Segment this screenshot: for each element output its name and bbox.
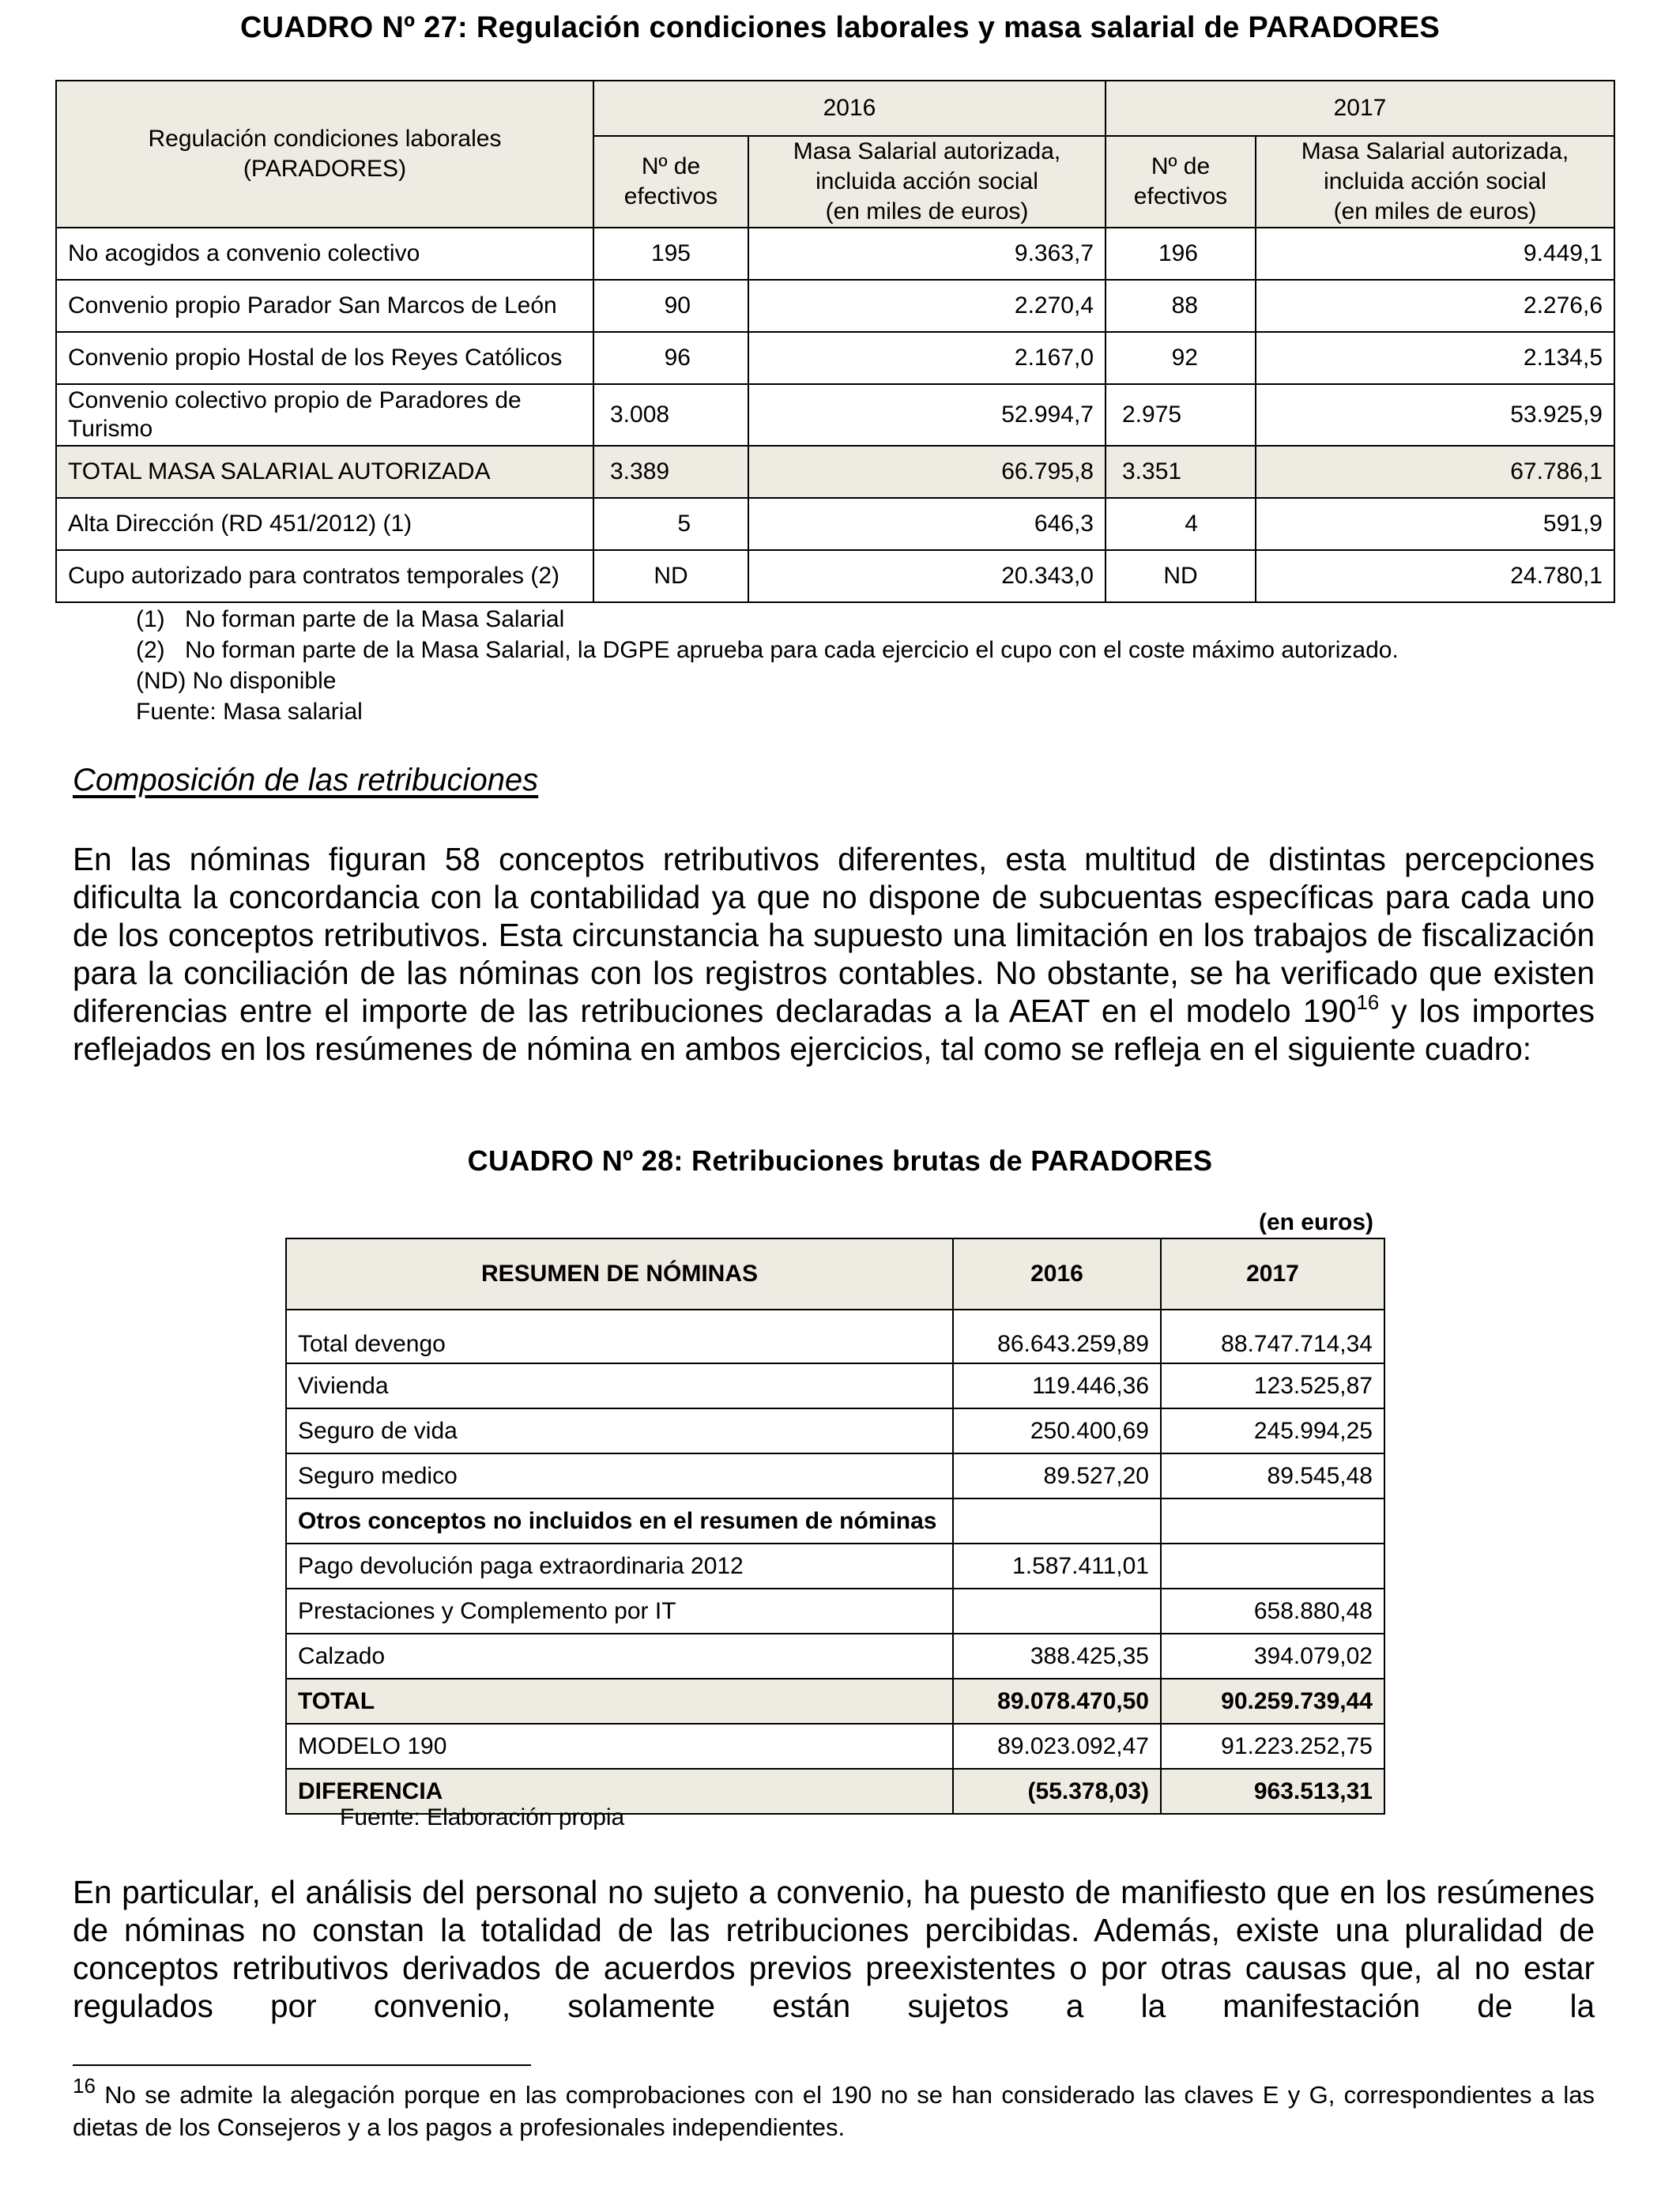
row-label: TOTAL MASA SALARIAL AUTORIZADA [56, 446, 593, 498]
header-2017: 2017 [1161, 1238, 1384, 1310]
table-row [56, 550, 1614, 602]
table-row [286, 1453, 1384, 1498]
value-2016: 86.643.259,89 [953, 1310, 1161, 1363]
footnote-ref: 16 [1356, 990, 1380, 1014]
value-2017: 394.079,02 [1161, 1634, 1384, 1679]
masa-2016: 20.343,0 [748, 550, 1106, 602]
cuadro27-title: CUADRO Nº 27: Regulación condiciones laborales y masa salarial de PARADORES [239, 11, 1441, 44]
table-row [56, 332, 1614, 384]
cuadro28-source: Fuente: Elaboración propia [340, 1804, 625, 1830]
cuadro28-table [285, 1238, 1385, 1815]
value-2017: 91.223.252,75 [1161, 1724, 1384, 1769]
efectivos-2017: 92 [1106, 332, 1256, 384]
cuadro27-table [55, 80, 1615, 603]
note-1-number: (1) [136, 606, 165, 632]
footnote-separator [73, 2064, 531, 2066]
table-row [286, 1544, 1384, 1589]
efectivos-2016: 195 [593, 228, 748, 280]
masa-2016: 52.994,7 [748, 384, 1106, 446]
masa-2016: 2.270,4 [748, 280, 1106, 332]
masa-2016: 9.363,7 [748, 228, 1106, 280]
masa-2017: 24.780,1 [1256, 550, 1614, 602]
row-label: Seguro medico [286, 1453, 953, 1498]
paragraph-1-text-b: y los importes reflejados en los resúmenes de nómina en ambos ejercicios, tal como se refleja en el siguiente cuadro: [73, 993, 1595, 1067]
value-2016: 89.023.092,47 [953, 1724, 1161, 1769]
row-label: Prestaciones y Complemento por IT [286, 1589, 953, 1634]
header-row-label: Regulación condiciones laborales (PARADORES) [56, 81, 593, 228]
table-row-total [56, 446, 1614, 498]
table-row [286, 1408, 1384, 1453]
note-2-number: (2) [136, 637, 165, 663]
efectivos-2016: 5 [593, 498, 748, 550]
efectivos-2017: ND [1106, 550, 1256, 602]
row-label: Convenio propio Parador San Marcos de León [56, 280, 593, 332]
paragraph-1-text-a: En las nóminas figuran 58 conceptos retributivos diferentes, esta multitud de distintas percepciones dificulta la concordancia con la contabilidad ya que no dispone de subcuentas específicas para cada uno de los conceptos retributivos. Esta circunstancia ha supuesto una limitación en los trabajos de fiscalización para la conciliación de las nóminas con los registros contables. No obstante, se ha verificado que existen diferencias entre el importe de las retribuciones declaradas a la AEAT en el modelo 190 [73, 841, 1595, 1029]
masa-2017: 2.276,6 [1256, 280, 1614, 332]
row-label: Alta Dirección (RD 451/2012) (1) [56, 498, 593, 550]
value-2017: 88.747.714,34 [1161, 1310, 1384, 1363]
row-label: Cupo autorizado para contratos temporales (2) [56, 550, 593, 602]
value-2017 [1161, 1498, 1384, 1544]
value-2016: (55.378,03) [953, 1769, 1161, 1814]
note-source: Fuente: Masa salarial [136, 699, 363, 725]
value-2016: 388.425,35 [953, 1634, 1161, 1679]
efectivos-2017: 88 [1106, 280, 1256, 332]
header-concept: RESUMEN DE NÓMINAS [286, 1238, 953, 1310]
row-label: No acogidos a convenio colectivo [56, 228, 593, 280]
header-2016: 2016 [953, 1238, 1161, 1310]
table-row [286, 1363, 1384, 1408]
row-label: Convenio propio Hostal de los Reyes Católicos [56, 332, 593, 384]
paragraph-2: En particular, el análisis del personal no sujeto a convenio, ha puesto de manifiesto que en los resúmenes de nóminas no constan la totalidad de las retribuciones percibidas. Además, existe una pluralidad de conceptos retributivos derivados de acuerdos previos preexistentes o por otras causas que, al no estar regulados por convenio, solamente están sujetos a la manifestación de la [73, 1874, 1595, 2024]
efectivos-2016: 3.008 [593, 384, 748, 446]
header-efectivos-2017: Nº de efectivos [1106, 136, 1256, 228]
cuadro28-unit: (en euros) [1258, 1209, 1373, 1235]
efectivos-2017: 2.975 [1106, 384, 1256, 446]
value-2017: 658.880,48 [1161, 1589, 1384, 1634]
header-masa-2016: Masa Salarial autorizada, incluida acción social (en miles de euros) [748, 136, 1106, 228]
row-label: MODELO 190 [286, 1724, 953, 1769]
masa-2017: 591,9 [1256, 498, 1614, 550]
note-2 [136, 635, 1399, 665]
table-row [56, 280, 1614, 332]
masa-2017: 9.449,1 [1256, 228, 1614, 280]
masa-2016: 646,3 [748, 498, 1106, 550]
table-row [286, 1498, 1384, 1544]
footnote [73, 2073, 1595, 2143]
value-2017 [1161, 1544, 1384, 1589]
value-2016 [953, 1589, 1161, 1634]
masa-2017: 67.786,1 [1256, 446, 1614, 498]
value-2016: 1.587.411,01 [953, 1544, 1161, 1589]
efectivos-2017: 196 [1106, 228, 1256, 280]
efectivos-2016: 90 [593, 280, 748, 332]
cuadro27-notes [136, 604, 1399, 727]
note-1-text: No forman parte de la Masa Salarial [185, 606, 565, 632]
efectivos-2016: 96 [593, 332, 748, 384]
value-2017: 123.525,87 [1161, 1363, 1384, 1408]
value-2017: 963.513,31 [1161, 1769, 1384, 1814]
efectivos-2016: ND [593, 550, 748, 602]
note-nd: (ND) No disponible [136, 668, 337, 694]
table-row [56, 498, 1614, 550]
value-2017: 89.545,48 [1161, 1453, 1384, 1498]
table-row [286, 1724, 1384, 1769]
masa-2017: 53.925,9 [1256, 384, 1614, 446]
value-2016: 89.527,20 [953, 1453, 1161, 1498]
value-2016: 89.078.470,50 [953, 1679, 1161, 1724]
masa-2016: 66.795,8 [748, 446, 1106, 498]
efectivos-2017: 4 [1106, 498, 1256, 550]
row-label: Calzado [286, 1634, 953, 1679]
note-2-text: No forman parte de la Masa Salarial, la DGPE aprueba para cada ejercicio el cupo con el coste máximo autorizado. [185, 637, 1399, 663]
table-row-total [286, 1679, 1384, 1724]
table-row [286, 1310, 1384, 1363]
value-2017: 90.259.739,44 [1161, 1679, 1384, 1724]
row-label: Total devengo [286, 1310, 953, 1363]
header-year-2016: 2016 [593, 81, 1106, 136]
table-row [286, 1589, 1384, 1634]
value-2016: 119.446,36 [953, 1363, 1161, 1408]
footnote-text: No se admite la alegación porque en las comprobaciones con el 190 no se han considerado las claves E y G, correspondientes a las dietas de los Consejeros y a los pagos a profesionales independientes. [73, 2081, 1595, 2141]
paragraph-1 [73, 840, 1595, 1068]
note-1 [136, 604, 1399, 635]
efectivos-2017: 3.351 [1106, 446, 1256, 498]
cuadro28-title: CUADRO Nº 28: Retribuciones brutas de PARADORES [467, 1144, 1213, 1177]
table-row [56, 384, 1614, 446]
table-row [286, 1634, 1384, 1679]
masa-2017: 2.134,5 [1256, 332, 1614, 384]
header-efectivos-2016: Nº de efectivos [593, 136, 748, 228]
table-row [56, 228, 1614, 280]
header-masa-2017: Masa Salarial autorizada, incluida acción social (en miles de euros) [1256, 136, 1614, 228]
row-label: Seguro de vida [286, 1408, 953, 1453]
row-label: TOTAL [286, 1679, 953, 1724]
row-label: Convenio colectivo propio de Paradores de Turismo [56, 384, 593, 446]
header-year-2017: 2017 [1106, 81, 1614, 136]
row-label: DIFERENCIA [286, 1769, 953, 1814]
value-2016 [953, 1498, 1161, 1544]
row-label: Otros conceptos no incluidos en el resumen de nóminas [286, 1498, 953, 1544]
value-2016: 250.400,69 [953, 1408, 1161, 1453]
row-label: Vivienda [286, 1363, 953, 1408]
row-label: Pago devolución paga extraordinaria 2012 [286, 1544, 953, 1589]
value-2017: 245.994,25 [1161, 1408, 1384, 1453]
section-title: Composición de las retribuciones [73, 763, 539, 797]
footnote-number: 16 [73, 2073, 96, 2098]
efectivos-2016: 3.389 [593, 446, 748, 498]
masa-2016: 2.167,0 [748, 332, 1106, 384]
